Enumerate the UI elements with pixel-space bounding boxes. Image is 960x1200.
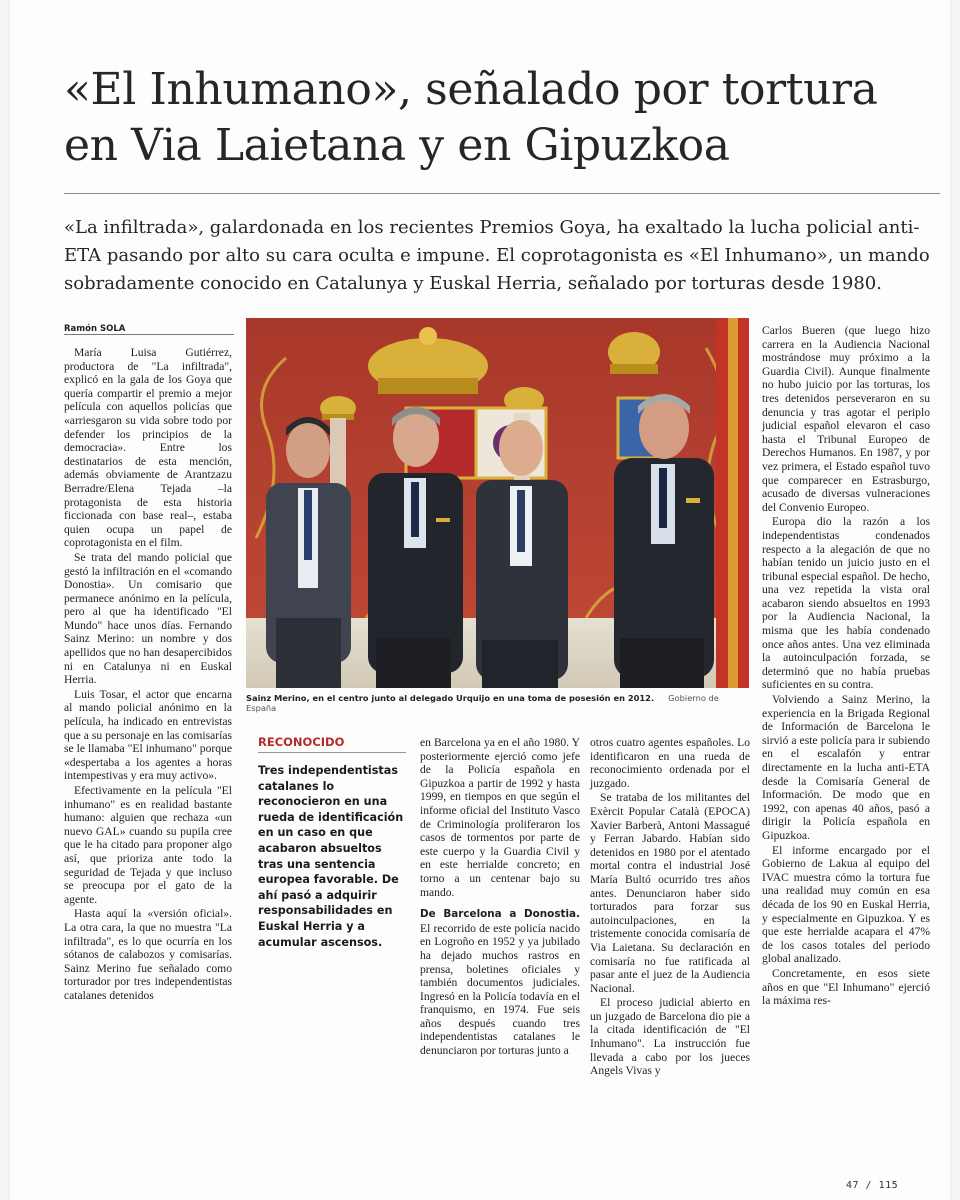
paragraph: en Barcelona ya en el año 1980. Y posteriormente ejerció como jefe de la Policía española en Gipuzkoa a partir de 1992 y hasta 1999, en tiempos en que según el informe oficial del Instituto Vasco de Criminología proliferaron los casos de tormentos por parte de este cuerpo y la Guardia Civil y en este herrialde concreto; en torno a un centenar bajo su mando. (420, 736, 580, 899)
paragraph: Se trata del mando policial que gestó la infiltración en el «comando Donostia». Un comisario que permanece anónimo en la película, pero al que ha identificado "El Mundo" hace unos días. Fernando Sainz Merino: un nombre y dos apellidos que no han desapercibidos ni en Catalunya ni en Euskal Herria. (64, 550, 232, 687)
paragraph-text: El recorrido de este policía nacido en Logroño en 1952 y ya jubilado ha dejado muchos rastros en prensa, boletines oficiales y también documentos judiciales. Ingresó en la Policía todavía en el franquismo, en 1974. Fue seis años después cuando tres independentistas catalanes le denunciaron por torturas junto a (420, 921, 580, 1058)
paragraph: Volviendo a Sainz Merino, la experiencia en la Brigada Regional de Información de Barcelona le sirvió a este policía para ir subiendo en el escalafón y entrar directamente en la lucha anti-ETA desde la Comisaría General de Información. De modo que en 1992, con apenas 40 años, pasó a dirigir la Policía española en Gipuzkoa. (762, 693, 930, 842)
headline-rule (64, 193, 940, 194)
paragraph: Luis Tosar, el actor que encarna al mando policial anónimo en la película, ha indicado en entrevistas que a su personaje en las comisarías se le llamaba "El inhumano" porque «despertaba a los agentes a horas intempestivas y era muy activo». (64, 687, 232, 783)
paragraph: El proceso judicial abierto en un juzgado de Barcelona dio pie a la citada identificación de "El Inhumano". La instrucción fue llevada a cabo por los jueces Angels Vivas y (590, 996, 750, 1078)
paragraph: Carlos Bueren (que luego hizo carrera en la Audiencia Nacional mostrándose muy próximo a la Guardia Civil). Aunque finalmente no hubo juicio por las torturas, los tres detenidos perseveraron en su denuncia y tras agotar el periplo judicial español elevaron el caso hasta el Tribunal Europeo de Derechos Humanos. En 1987, y por vez primera, el Estado español tuvo que comparecer en Estrasburgo, acusado de diversas vulneraciones del Convenio Europeo. (762, 324, 930, 514)
paragraph (420, 907, 580, 1058)
sidebar-rule (258, 752, 406, 753)
photo-caption (246, 693, 726, 713)
crown-emblem-far-right (608, 332, 660, 374)
body-column-5 (762, 324, 930, 1008)
paragraph: Concretamente, en esos siete años en que "El Inhumano" ejerció la máxima res- (762, 966, 930, 1008)
officials-photo-illustration (246, 318, 749, 688)
page-number: 47 / 115 (846, 1180, 899, 1191)
body-column-3 (420, 736, 580, 1058)
byline: Ramón SOLA (64, 324, 126, 334)
paragraph: María Luisa Gutiérrez, productora de "La infiltrada", explicó en la gala de los Goya que quería compartir el premio a mejor película con aquellos policías que «arriesgaron su vida sobre todo por defender los principios de la democracia». Entre los destinatarios de esta mención, además obviamente de Arantzazu Berradre/Elena Tejada –la protagonista de esta historia ficcionada con base real–, estaba quien ocupa un papel de coprotagonista en el film. (64, 346, 232, 550)
paragraph: Se trataba de los militantes del Exèrcit Popular Català (EPOCA) Xavier Barberà, Antoni Massagué y Ferran Jabardo. Habían sido detenidos en 1980 por el atentado mortal contra el industrial José María Bultó ocurrido tres años antes. Denunciaron haber sido torturados para forzar sus autoinculpaciones, en la tristemente conocida comisaría de Via Laietana. Su declaración en comisaría no fue ratificada al pasar ante el juez de la Audiencia Nacional. (590, 791, 750, 995)
photo-credit: Gobierno de España (246, 693, 719, 713)
section-heading: De Barcelona a Donostia. (420, 908, 580, 921)
news-photo (246, 318, 749, 688)
body-column-4 (590, 736, 750, 1078)
caption-text: Sainz Merino, en el centro junto al delegado Urquijo en una toma de posesión en 2012. (246, 693, 655, 703)
byline-rule (64, 334, 234, 335)
crown-emblem-left (320, 396, 356, 420)
lede: «La infiltrada», galardonada en los recientes Premios Goya, ha exaltado la lucha policial anti-ETA pasando por alto su cara oculta e impune. El coprotagonista es «El Inhumano», un mando sobradamente conocido en Catalunya y Euskal Herria, señalado por torturas desde 1980. (64, 217, 930, 294)
paragraph: Hasta aquí la «versión oficial». La otra cara, la que no muestra "La infiltrada", es lo que ocurría en los sótanos de calabozos y comisarías. Sainz Merino fue señalado como torturador por tres independentistas catalanes detenidos (64, 907, 232, 1002)
paragraph: El informe encargado por el Gobierno de Lakua al equipo del IVAC muestra cómo la tortura fue una realidad muy común en esa década de los 90 en Euskal Herria, y especialmente en Gipuzkoa. Y es que este herrialde acapara el 47% de los casos totales del periodo global analizado. (762, 843, 930, 966)
paragraph: Efectivamente en la película "El inhumano" es en realidad bastante humano: alguien que rechaza «un nuevo GAL» cuando su pupila cree que le ha citado para proponer algo así, que prioriza ante todo la seguridad de Tejada y que incluso se preocupa por el gato de la agente. (64, 784, 232, 906)
headline: «El Inhumano», señalado por tortura en Via Laietana y en Gipuzkoa (64, 64, 878, 171)
body-column-1 (64, 346, 232, 1003)
sidebar-title: RECONOCIDO (258, 735, 345, 749)
paragraph: Europa dio la razón a los independentistas condenados respecto a la alegación de que no habían tenido un juicio justo en el tribunal especial español. De hecho, una vez repetida la vista oral acabaron siendo absueltos en 1993 por la Audiencia Nacional, la misma que les había condenado once años antes. Una vez eliminada la autoinculpación forzada, se determinó que no había pruebas suficientes en su contra. (762, 515, 930, 692)
sidebar-text: Tres independentistas catalanes lo reconocieron en una rueda de identificación en un caso en que acabaron absueltos tras una sentencia europea favorable. De ahí pasó a adquirir responsabilidades en Euskal Herria y a acumular ascensos. (258, 764, 404, 949)
paragraph: otros cuatro agentes españoles. Lo identificaron en una rueda de reconocimiento ordenada por el juzgado. (590, 736, 750, 790)
magazine-page (10, 0, 950, 1200)
